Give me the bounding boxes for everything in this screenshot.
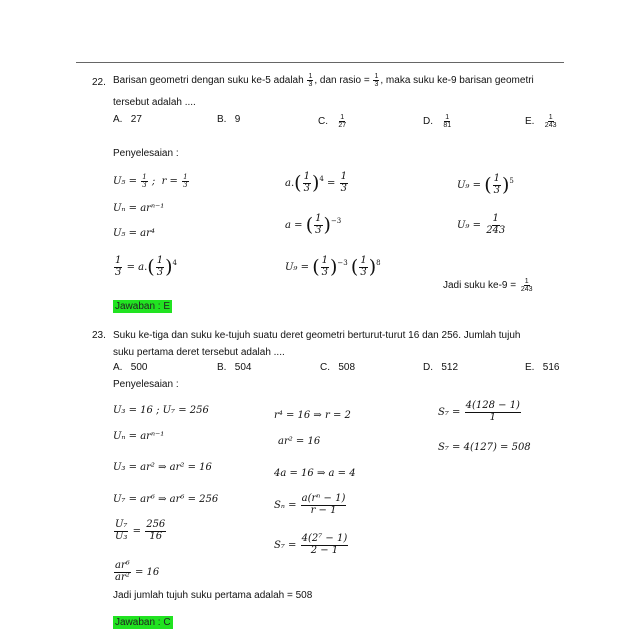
q23-number: 23. (92, 330, 106, 341)
q23-right-s7: S₇ = $\frac{4(128 - 1)}{1}$ (438, 400, 520, 423)
q22-mid-step1: a. ( $\frac{1}{3}$ ) 4 = $\frac{1}{3}$ (285, 171, 347, 194)
q23-u3-step: U₃ = ar² ⇒ ar² = 16 (113, 462, 212, 473)
q23-given: U₃ = 16 ; U₇ = 256 (113, 405, 209, 416)
q23-u7-step: U₇ = ar⁶ ⇒ ar⁶ = 256 (113, 494, 219, 505)
q22-given: U₅ = $\frac{1}{3}$ ; r = $\frac{1}{3}$ (113, 173, 188, 190)
q23-mid-sn: Sₙ = $\frac{\text{a(rⁿ − 1)}}{r - 1}$ (274, 493, 346, 516)
q22-stem-b: , dan rasio = (314, 75, 370, 87)
q22-option-a: A. 27 (113, 114, 142, 125)
top-rule (76, 62, 564, 63)
q23-conclusion: Jadi jumlah tujuh suku pertama adalah = 508 (113, 590, 313, 601)
q22-number: 22. (92, 77, 106, 88)
q22-un-formula: Uₙ = arⁿ⁻¹ (113, 203, 165, 214)
q22-option-d: D. $\frac{1}{81}$ (423, 114, 452, 130)
q23-ratio-step: $\frac{\text{U₇}}{\text{U₃}}$ = $\frac{256}{16}$ (115, 519, 166, 542)
q22-mid-step3: U₉ = ( $\frac{1}{3}$ ) −3 ( $\frac{1}{3}$ ) 8 (285, 255, 381, 278)
q22-solution-label: Penyelesaian : (113, 148, 179, 159)
q22-option-c: C. $\frac{1}{27}$ (318, 114, 347, 130)
q23-answer-badge: Jawaban : C (115, 617, 171, 628)
q22-substitution: $\frac{1}{3}$ = a. ( $\frac{1}{3}$ ) 4 (115, 255, 177, 278)
q23-option-d: D. 512 (423, 362, 459, 373)
q23-mid-s7: S₇ = $\frac{\text{4(2⁷ − 1)}}{2 - 1}$ (274, 533, 348, 556)
q23-option-a: A. 500 (113, 362, 148, 373)
q22-answer-badge: Jawaban : E (115, 301, 171, 312)
q22-stem-line2: tersebut adalah .... (113, 97, 196, 108)
q22-option-e: E. $\frac{1}{243}$ (525, 114, 557, 130)
q22-stem-line1 (113, 73, 534, 89)
q23-solution-label: Penyelesaian : (113, 379, 179, 390)
q22-u5-formula: U₅ = ar⁴ (113, 228, 155, 239)
q22-stem-a: Barisan geometri dengan suku ke-5 adalah (113, 75, 304, 87)
q23-option-c: C. 508 (320, 362, 356, 373)
q23-power-step: $\frac{\text{ar⁶}}{\text{ar²}}$ = 16 (115, 560, 160, 583)
q23-stem-line2: suku pertama deret tersebut adalah .... (113, 347, 285, 358)
q22-ratio-fraction: $\frac{1}{3}$ (374, 73, 379, 89)
q23-mid-r: r⁴ = 16 ⇒ r = 2 (274, 410, 351, 421)
q22-option-b: B. 9 (217, 114, 241, 125)
q23-stem-line1: Suku ke-tiga dan suku ke-tujuh suatu deret geometri berturut-turut 16 dan 256. Jumlah tujuh (113, 330, 521, 341)
q22-conclusion: Jadi suku ke-9 = $\frac{1}{243}$ (443, 278, 533, 294)
q23-mid-ar2: ar² = 16 (278, 436, 321, 447)
q23-un-formula: Uₙ = arⁿ⁻¹ (113, 431, 165, 442)
q23-option-e: E. 516 (525, 362, 560, 373)
q23-mid-a: 4a = 16 ⇒ a = 4 (274, 468, 356, 479)
q23-option-b: B. 504 (217, 362, 252, 373)
q22-right-step2: U₉ = $\frac{1}{243}$ (457, 213, 506, 236)
q22-right-step1: U₉ = ( $\frac{1}{3}$ ) 5 (457, 173, 514, 196)
q22-u5-fraction: $\frac{1}{3}$ (308, 73, 313, 89)
q23-right-result: S₇ = 4(127) = 508 (438, 442, 531, 453)
q22-stem-c: , maka suku ke-9 barisan geometri (380, 75, 534, 87)
q22-mid-step2: a = ( $\frac{1}{3}$ ) −3 (285, 213, 342, 236)
